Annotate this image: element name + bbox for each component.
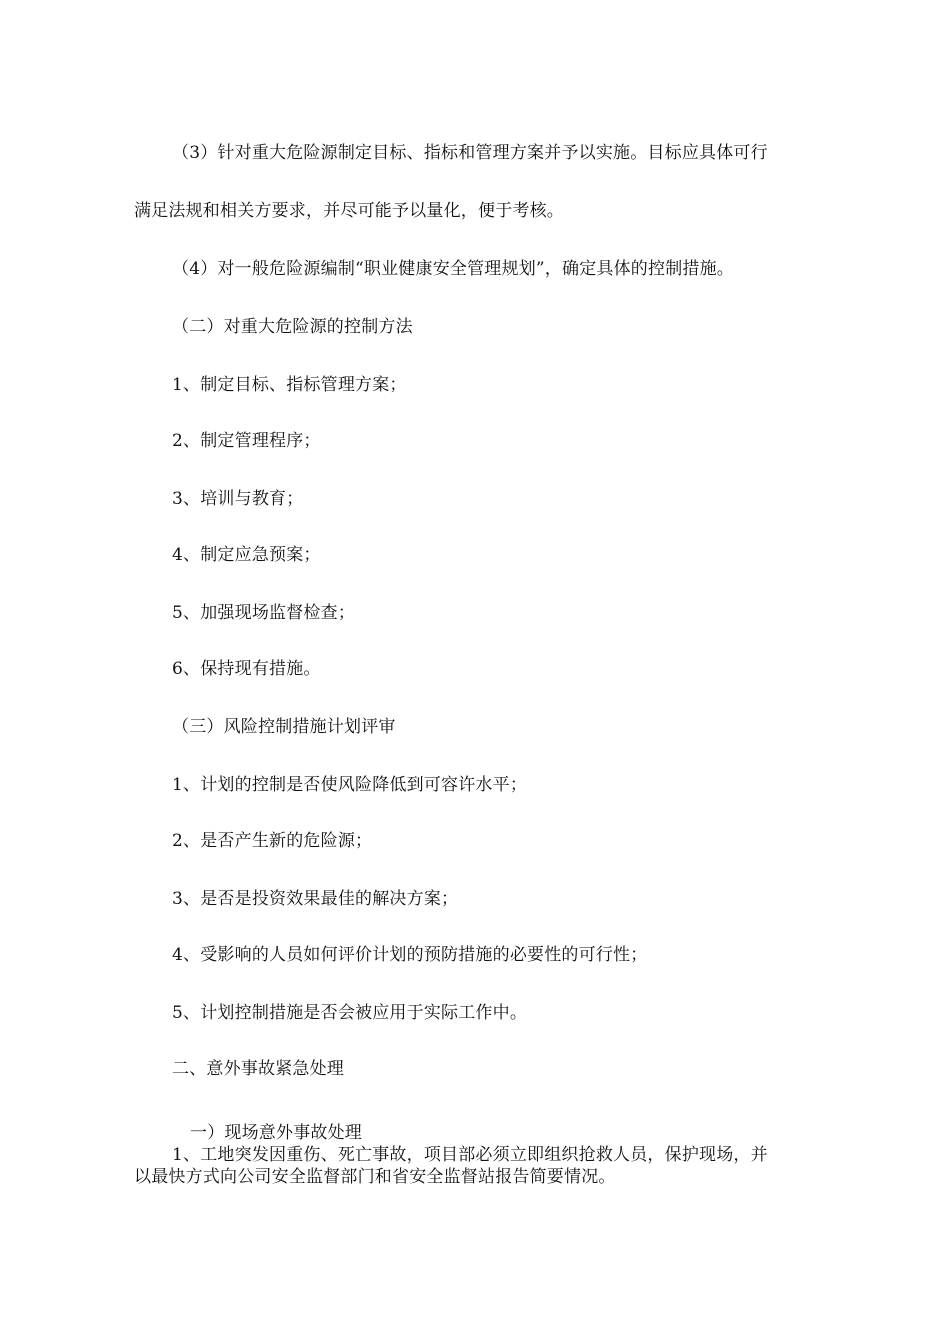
paragraph-line: 满足法规和相关方要求，并尽可能予以量化，便于考核。	[134, 201, 564, 221]
paragraph-line: 以最快方式向公司安全监督部门和省安全监督站报告简要情况。	[134, 1167, 616, 1187]
list-item: 1、制定目标、指标管理方案；	[172, 375, 407, 395]
section-heading: 二、意外事故紧急处理	[172, 1059, 344, 1079]
paragraph-line: （4）对一般危险源编制“职业健康安全管理规划”，确定具体的控制措施。	[172, 259, 734, 279]
paragraph-line: 1、工地突发因重伤、死亡事故，项目部必须立即组织抢救人员，保护现场，并	[172, 1145, 768, 1165]
section-heading: （二）对重大危险源的控制方法	[172, 317, 413, 337]
section-heading: （三）风险控制措施计划评审	[172, 717, 396, 737]
list-item: 3、培训与教育；	[172, 489, 304, 509]
list-item: 5、加强现场监督检查；	[172, 603, 356, 623]
list-item: 6、保持现有措施。	[172, 659, 321, 679]
list-item: 2、是否产生新的危险源；	[172, 831, 373, 851]
list-item: 3、是否是投资效果最佳的解决方案；	[172, 889, 459, 909]
list-item: 5、计划控制措施是否会被应用于实际工作中。	[172, 1003, 528, 1023]
list-item: 1、计划的控制是否使风险降低到可容许水平；	[172, 775, 528, 795]
subsection-heading: 一）现场意外事故处理	[190, 1123, 362, 1143]
paragraph-line: （3）针对重大危险源制定目标、指标和管理方案并予以实施。目标应具体可行	[172, 143, 768, 163]
list-item: 4、受影响的人员如何评价计划的预防措施的必要性的可行性；	[172, 945, 648, 965]
list-item: 2、制定管理程序；	[172, 431, 321, 451]
list-item: 4、制定应急预案；	[172, 545, 321, 565]
